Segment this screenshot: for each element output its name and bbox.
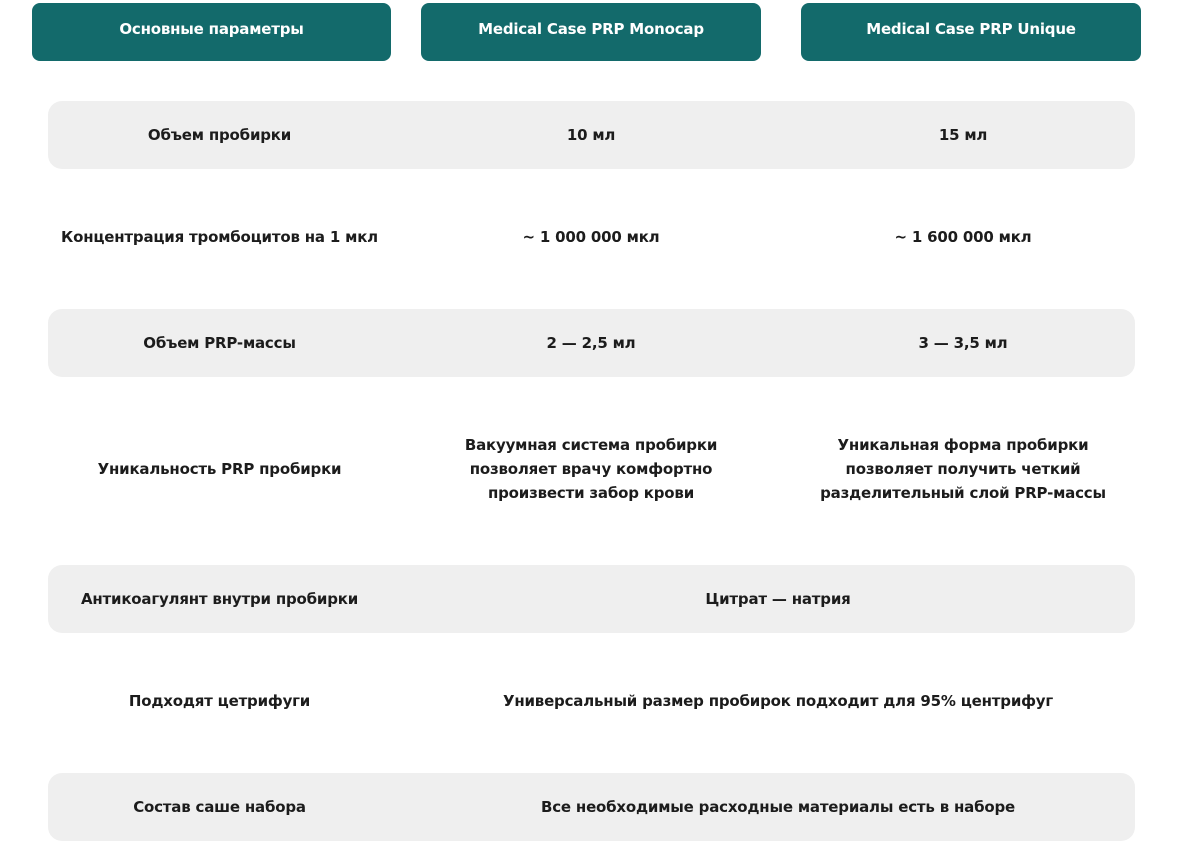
unique-value: 3 — 3,5 мл	[918, 334, 1008, 352]
table-row-anticoagulant	[48, 565, 1135, 633]
monocap-value-cell	[421, 413, 761, 525]
table-row-prp-volume	[48, 309, 1135, 377]
row-label: Объем PRP-массы	[143, 334, 296, 352]
row-label: Подходят цетрифуги	[128, 692, 311, 710]
table-row-centrifuges	[48, 669, 1135, 733]
unique-value-cell	[791, 413, 1135, 525]
table-row-platelet-concentration	[48, 205, 1135, 269]
header-monocap-button[interactable]	[421, 3, 761, 61]
table-row-tube-uniqueness	[48, 413, 1135, 525]
header-monocap-label: Medical Case PRP Monocap	[478, 20, 704, 38]
table-row-tube-volume	[48, 101, 1135, 169]
header-main-parameters-label: Основные параметры	[119, 20, 304, 38]
monocap-value: 10 мл	[566, 126, 616, 144]
row-label: Состав саше набора	[133, 798, 306, 816]
monocap-value: ~ 1 000 000 мкл	[522, 228, 660, 246]
monocap-value: 2 — 2,5 мл	[546, 334, 636, 352]
table-row-kit-contents	[48, 773, 1135, 841]
row-label: Антикоагулянт внутри пробирки	[80, 590, 359, 608]
row-label: Объем пробирки	[147, 126, 292, 144]
shared-value: Все необходимые расходные материалы есть в наборе	[541, 798, 1015, 816]
header-unique-label: Medical Case PRP Unique	[866, 20, 1076, 38]
header-unique-button[interactable]	[801, 3, 1141, 61]
header-main-parameters-button[interactable]	[32, 3, 391, 61]
row-label: Концентрация тромбоцитов на 1 мкл	[61, 228, 378, 246]
unique-value: Уникальная форма пробирки позволяет получить четкий разделительный слой PRP-массы	[820, 436, 1106, 502]
shared-value: Универсальный размер пробирок подходит для 95% центрифуг	[502, 692, 1054, 710]
monocap-value: Вакуумная система пробирки позволяет врачу комфортно произвести забор крови	[464, 436, 718, 502]
unique-value: 15 мл	[938, 126, 988, 144]
shared-value: Цитрат — натрия	[705, 590, 851, 608]
unique-value: ~ 1 600 000 мкл	[894, 228, 1032, 246]
row-label: Уникальность PRP пробирки	[97, 460, 342, 478]
